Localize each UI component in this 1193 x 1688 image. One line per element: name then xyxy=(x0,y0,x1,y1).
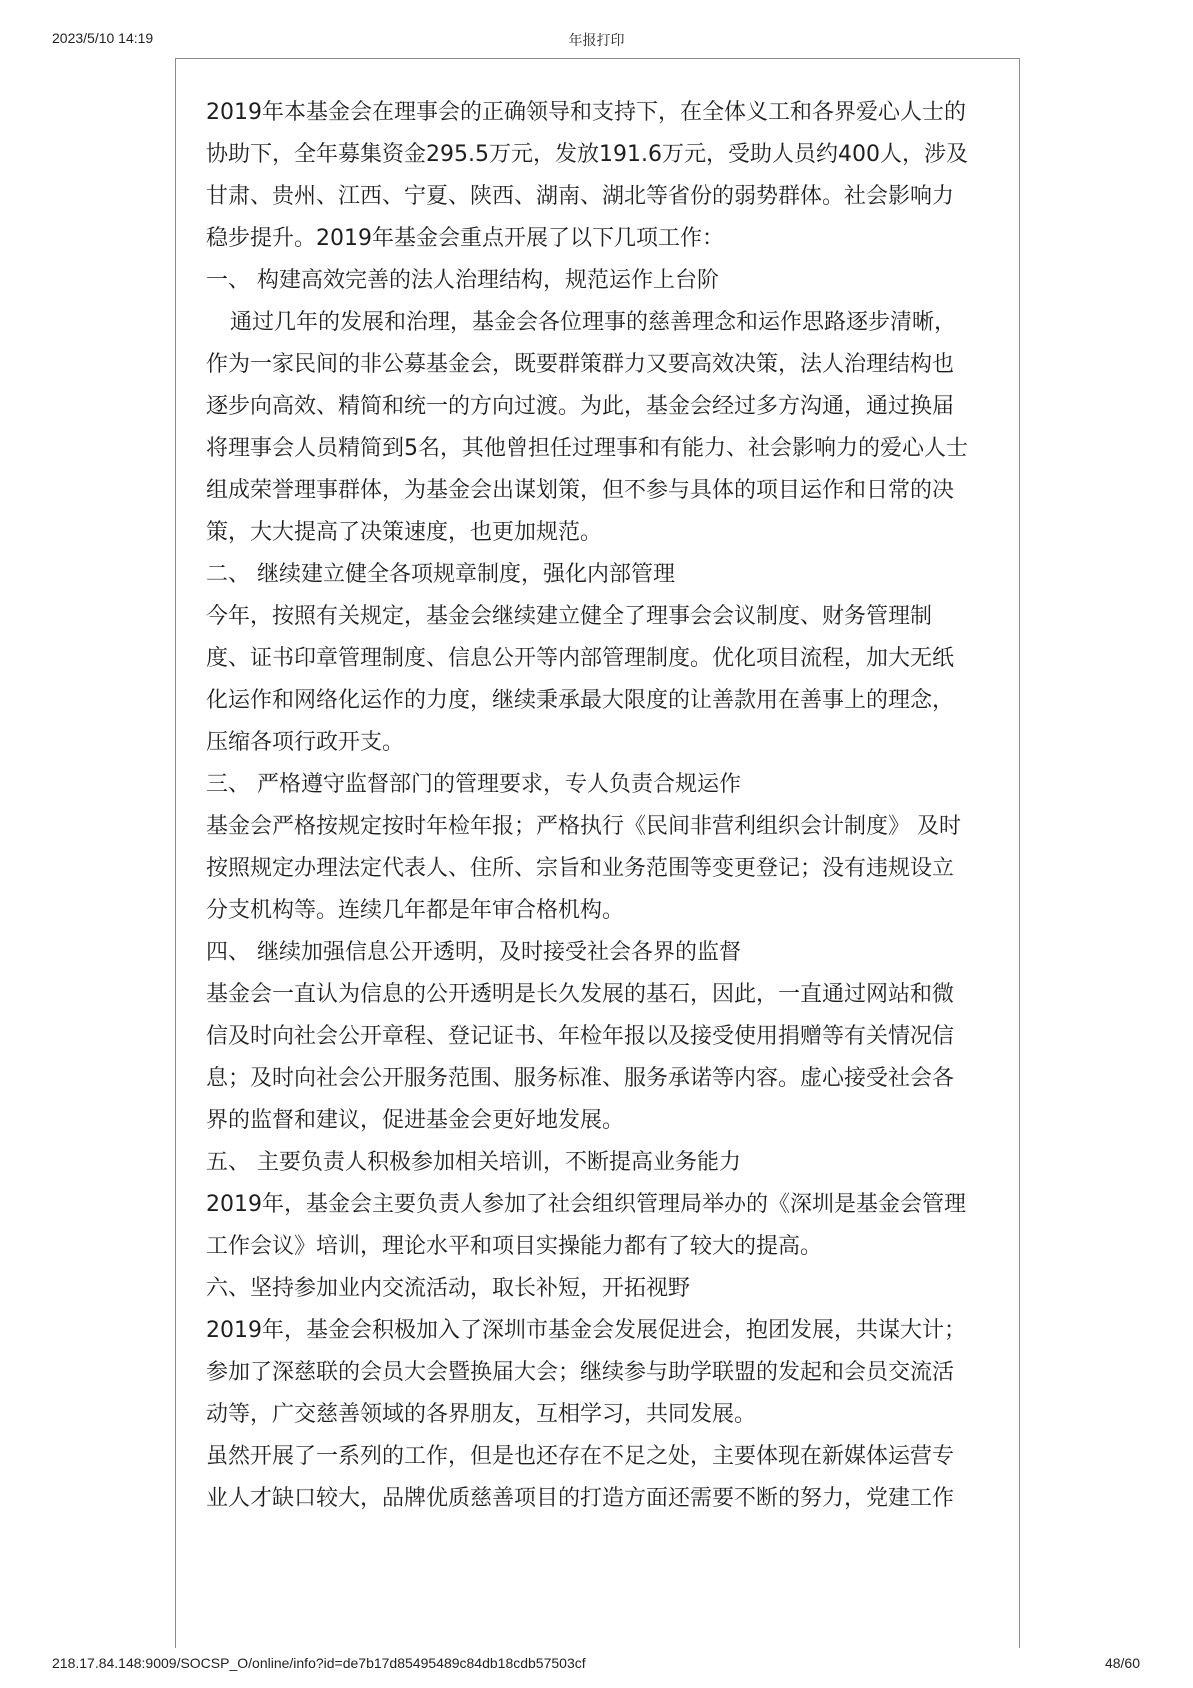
section-heading: 六、坚持参加业内交流活动，取长补短，开拓视野 xyxy=(206,1276,691,1301)
body-line: 甘肃、贵州、江西、宁夏、陕西、湖南、湖北等省份的弱势群体。社会影响力 xyxy=(206,184,955,209)
body-line: 策，大大提高了决策速度，也更加规范。 xyxy=(206,520,603,545)
body-line: 逐步向高效、精简和统一的方向过渡。为此，基金会经过多方沟通，通过换届 xyxy=(206,394,955,419)
body-line: 作为一家民间的非公募基金会，既要群策群力又要高效决策，法人治理结构也 xyxy=(206,352,955,377)
section-heading: 四、 继续加强信息公开透明，及时接受社会各界的监督 xyxy=(206,940,741,965)
report-body xyxy=(206,92,1006,1520)
body-line: 2019年，基金会主要负责人参加了社会组织管理局举办的《深圳是基金会管理 xyxy=(206,1192,966,1217)
body-line: 协助下，全年募集资金295.5万元，发放191.6万元，受助人员约400人，涉及 xyxy=(206,142,968,167)
print-footer xyxy=(0,1655,1193,1675)
body-line: 按照规定办理法定代表人、住所、宗旨和业务范围等变更登记；没有违规设立 xyxy=(206,856,955,881)
body-line: 将理事会人员精简到5名，其他曾担任过理事和有能力、社会影响力的爱心人士 xyxy=(206,436,968,461)
body-line: 工作会议》培训，理论水平和项目实操能力都有了较大的提高。 xyxy=(206,1234,823,1259)
body-line: 2019年本基金会在理事会的正确领导和支持下，在全体义工和各界爱心人士的 xyxy=(206,100,966,125)
print-header xyxy=(0,30,1193,50)
body-line: 化运作和网络化运作的力度，继续秉承最大限度的让善款用在善事上的理念， xyxy=(206,688,955,713)
body-line: 基金会严格按规定按时年检年报；严格执行《民间非营利组织会计制度》 及时 xyxy=(206,814,961,839)
body-line: 界的监督和建议，促进基金会更好地发展。 xyxy=(206,1108,625,1133)
body-line: 组成荣誉理事群体，为基金会出谋划策，但不参与具体的项目运作和日常的决 xyxy=(206,478,955,503)
body-line: 压缩各项行政开支。 xyxy=(206,730,405,755)
print-datetime: 2023/5/10 14:19 xyxy=(52,30,154,46)
body-line: 今年，按照有关规定，基金会继续建立健全了理事会会议制度、财务管理制 xyxy=(206,604,933,629)
page-number: 48/60 xyxy=(1104,1655,1140,1671)
body-line: 稳步提升。2019年基金会重点开展了以下几项工作： xyxy=(206,226,724,251)
body-line: 分支机构等。连续几年都是年审合格机构。 xyxy=(206,898,625,923)
body-line: 通过几年的发展和治理，基金会各位理事的慈善理念和运作思路逐步清晰， xyxy=(230,310,957,335)
body-line: 度、证书印章管理制度、信息公开等内部管理制度。优化项目流程，加大无纸 xyxy=(206,646,955,671)
page-url: 218.17.84.148:9009/SOCSP_O/online/info?id=de7b17d85495489c84db18cdb57503cf xyxy=(52,1655,586,1671)
section-heading: 二、 继续建立健全各项规章制度，强化内部管理 xyxy=(206,562,675,587)
print-title: 年报打印 xyxy=(568,32,625,48)
body-line: 息；及时向社会公开服务范围、服务标准、服务承诺等内容。虚心接受社会各 xyxy=(206,1066,955,1091)
body-line: 参加了深慈联的会员大会暨换届大会；继续参与助学联盟的发起和会员交流活 xyxy=(206,1360,955,1385)
body-line: 基金会一直认为信息的公开透明是长久发展的基石，因此，一直通过网站和微 xyxy=(206,982,955,1007)
body-line: 信及时向社会公开章程、登记证书、年检年报以及接受使用捐赠等有关情况信 xyxy=(206,1024,955,1049)
body-line: 虽然开展了一系列的工作，但是也还存在不足之处，主要体现在新媒体运营专 xyxy=(206,1444,955,1469)
body-line: 2019年，基金会积极加入了深圳市基金会发展促进会，抱团发展，共谋大计； xyxy=(206,1318,966,1343)
body-line: 业人才缺口较大，品牌优质慈善项目的打造方面还需要不断的努力，党建工作 xyxy=(206,1486,955,1511)
section-heading: 一、 构建高效完善的法人治理结构，规范运作上台阶 xyxy=(206,268,719,293)
section-heading: 五、 主要负责人积极参加相关培训，不断提高业务能力 xyxy=(206,1150,741,1175)
section-heading: 三、 严格遵守监督部门的管理要求，专人负责合规运作 xyxy=(206,772,741,797)
body-line: 动等，广交慈善领域的各界朋友，互相学习，共同发展。 xyxy=(206,1402,757,1427)
